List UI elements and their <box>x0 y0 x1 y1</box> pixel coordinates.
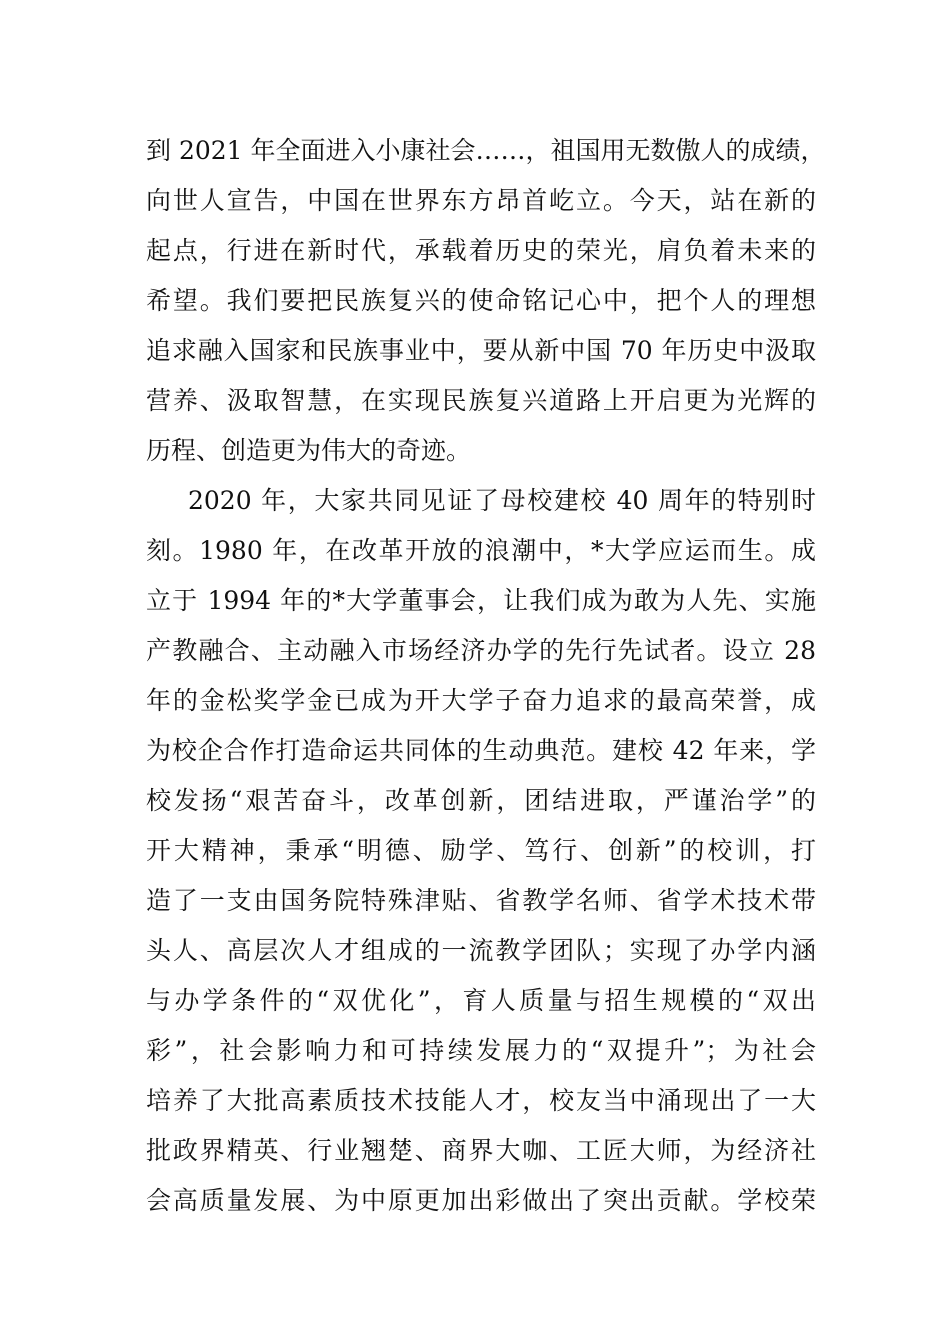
text-line: 会高质量发展、为中原更加出彩做出了突出贡献。学校荣 <box>146 1186 816 1215</box>
text-line: 追求融入国家和民族事业中，要从新中国 70 年历史中汲取 <box>146 336 816 365</box>
text-line <box>146 1226 816 1276</box>
text-line <box>146 1276 816 1326</box>
paragraph-1 <box>146 126 826 476</box>
text-line: 向世人宣告，中国在世界东方昂首屹立。今天，站在新的 <box>146 186 816 215</box>
text-line: 年的金松奖学金已成为开大学子奋力追求的最高荣誉，成 <box>146 686 816 715</box>
text-line: 批政界精英、行业翘楚、商界大咖、工匠大师，为经济社 <box>146 1136 816 1165</box>
text-line: 到 2021 年全面进入小康社会……，祖国用无数傲人的成绩， <box>146 136 826 165</box>
text-line: 营养、汲取智慧，在实现民族复兴道路上开启更为光辉的 <box>146 386 816 415</box>
text-line: 造了一支由国务院特殊津贴、省教学名师、省学术技术带 <box>146 886 816 915</box>
document-body <box>146 126 826 1326</box>
text-line: 立于 1994 年的*大学董事会，让我们成为敢为人先、实施 <box>146 586 816 615</box>
text-line: 2020 年，大家共同见证了母校建校 40 周年的特别时 <box>188 486 816 515</box>
text-line: 希望。我们要把民族复兴的使命铭记心中，把个人的理想 <box>146 286 816 315</box>
text-line: 培养了大批高素质技术技能人才，校友当中涌现出了一大 <box>146 1086 816 1115</box>
text-line: 历程、创造更为伟大的奇迹。 <box>146 436 472 465</box>
text-line: 彩”，社会影响力和可持续发展力的“双提升”；为社会 <box>146 1036 816 1065</box>
text-line: 与办学条件的“双优化”，育人质量与招生规模的“双出 <box>146 986 816 1015</box>
text-line: 产教融合、主动融入市场经济办学的先行先试者。设立 28 <box>146 636 816 665</box>
text-line: 起点，行进在新时代，承载着历史的荣光，肩负着未来的 <box>146 236 816 265</box>
text-line: 校发扬“艰苦奋斗，改革创新，团结进取，严谨治学”的 <box>146 786 816 815</box>
text-line: 开大精神，秉承“明德、励学、笃行、创新”的校训，打 <box>146 836 816 865</box>
text-line: 刻。1980 年，在改革开放的浪潮中，*大学应运而生。成 <box>146 536 816 565</box>
text-line: 头人、高层次人才组成的一流教学团队；实现了办学内涵 <box>146 936 816 965</box>
text-line: 为校企合作打造命运共同体的生动典范。建校 42 年来，学 <box>146 736 816 765</box>
paragraph-2 <box>146 476 816 1326</box>
